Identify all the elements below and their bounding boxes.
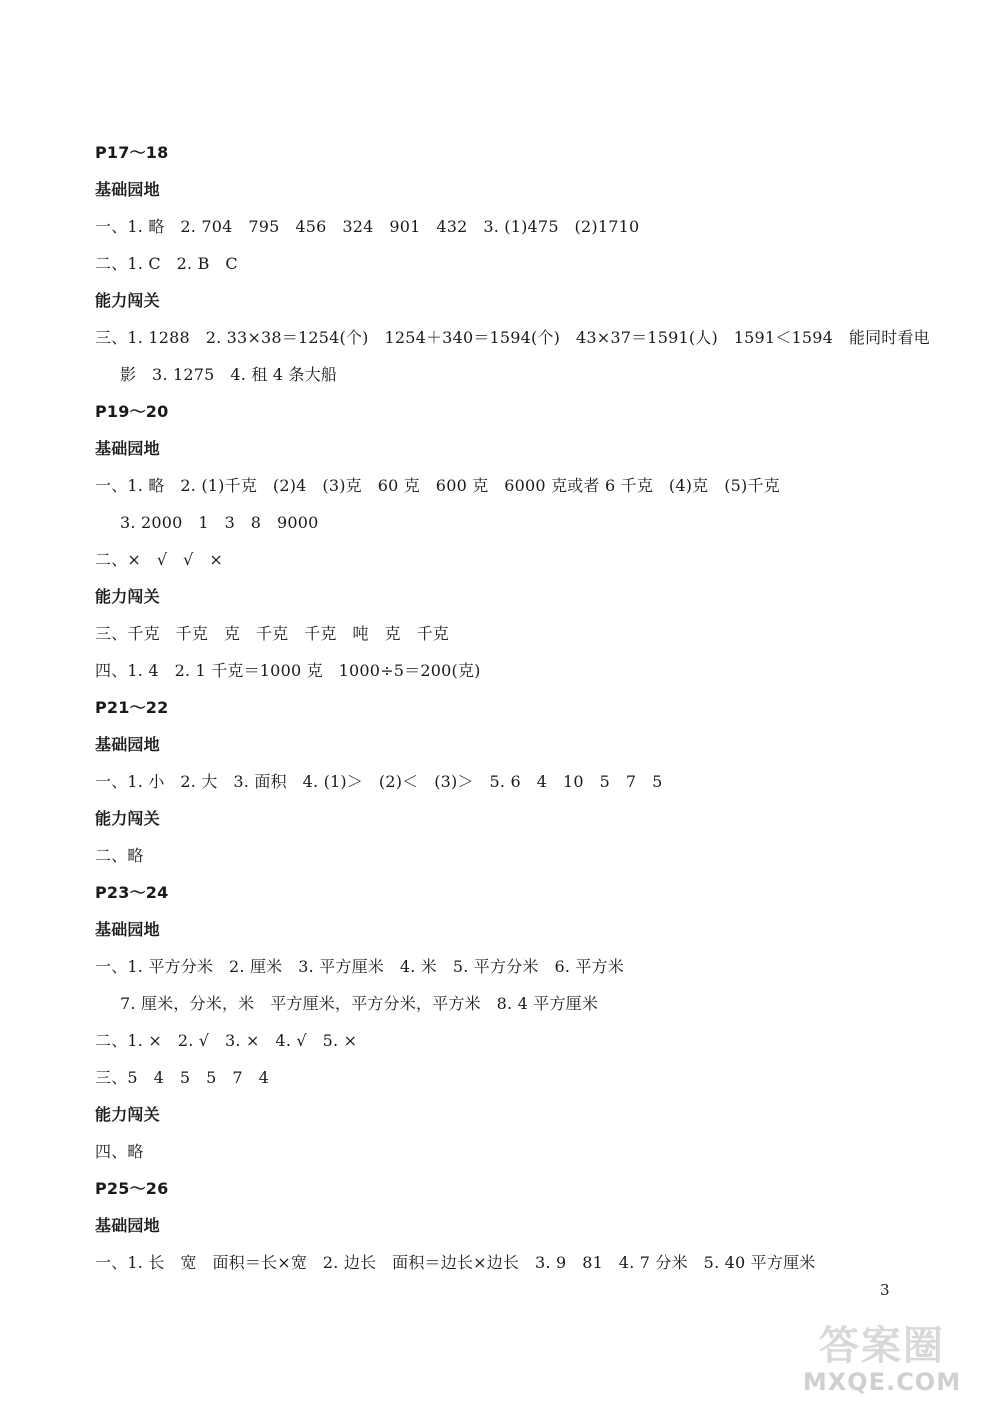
- section-heading: P21～22: [95, 698, 169, 717]
- answer-line: 二、略: [95, 846, 144, 865]
- section-heading: P19～20: [95, 402, 169, 421]
- section-heading: P17～18: [95, 143, 169, 162]
- watermark-logo: [782, 1324, 982, 1404]
- answer-line: 一、1. 略 2. (1)千克 (2)4 (3)克 60 克 600 克 6000 克或者 6 千克 (4)克 (5)千克: [95, 476, 780, 495]
- page-number: 3: [880, 1281, 890, 1299]
- section-heading: P23～24: [95, 883, 169, 902]
- answer-line: 一、1. 小 2. 大 3. 面积 4. (1)＞ (2)＜ (3)＞ 5. 6 4 10 5 7 5: [95, 772, 663, 791]
- answer-line-continued: 7. 厘米，分米，米 平方厘米，平方分米，平方米 8. 4 平方厘米: [120, 994, 599, 1013]
- watermark-url: MXQE.COM: [802, 1368, 962, 1396]
- answer-line: 二、× √ √ ×: [95, 550, 223, 569]
- subsection-heading: 基础园地: [95, 1216, 160, 1235]
- subsection-heading: 能力闯关: [95, 291, 160, 310]
- answer-line: 二、1. C 2. B C: [95, 254, 238, 273]
- answer-line: 一、1. 略 2. 704 795 456 324 901 432 3. (1)475 (2)1710: [95, 217, 640, 236]
- answer-line: 三、5 4 5 5 7 4: [95, 1068, 269, 1087]
- answer-line: 一、1. 平方分米 2. 厘米 3. 平方厘米 4. 米 5. 平方分米 6. 平方米: [95, 957, 624, 976]
- answer-line: 四、1. 4 2. 1 千克＝1000 克 1000÷5＝200(克): [95, 661, 481, 680]
- answer-line-continued: 3. 2000 1 3 8 9000: [120, 513, 319, 532]
- answer-line: 三、千克 千克 克 千克 千克 吨 克 千克: [95, 624, 450, 643]
- subsection-heading: 基础园地: [95, 439, 160, 458]
- subsection-heading: 能力闯关: [95, 1105, 160, 1124]
- watermark-title: 答案圈: [819, 1323, 945, 1369]
- answer-line: 四、略: [95, 1142, 144, 1161]
- subsection-heading: 基础园地: [95, 735, 160, 754]
- answer-line: 三、1. 1288 2. 33×38＝1254(个) 1254＋340＝1594(个) 43×37＝1591(人) 1591＜1594 能同时看电: [95, 328, 930, 347]
- answer-line: 一、1. 长 宽 面积＝长×宽 2. 边长 面积＝边长×边长 3. 9 81 4. 7 分米 5. 40 平方厘米: [95, 1253, 816, 1272]
- section-heading: P25～26: [95, 1179, 169, 1198]
- subsection-heading: 基础园地: [95, 180, 160, 199]
- answer-line-continued: 影 3. 1275 4. 租 4 条大船: [120, 365, 338, 384]
- subsection-heading: 能力闯关: [95, 809, 160, 828]
- answer-line: 二、1. × 2. √ 3. × 4. √ 5. ×: [95, 1031, 358, 1050]
- subsection-heading: 基础园地: [95, 920, 160, 939]
- subsection-heading: 能力闯关: [95, 587, 160, 606]
